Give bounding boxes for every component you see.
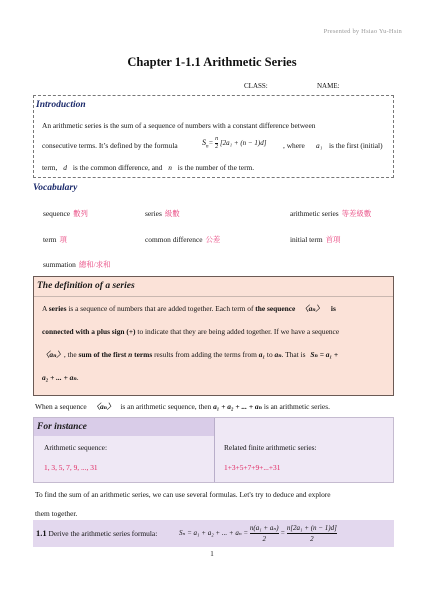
arithmetic-series-sentence: When a sequence 〈aₙ〉 is an arithmetic sequence, then a₁ + a₂ + ... + aₙ is an arithmetic series. bbox=[35, 402, 330, 411]
vocab-item-initial-term: initial term 首項 bbox=[290, 235, 341, 244]
derive-line: 1.1 Derive the arithmetic series formula: bbox=[36, 528, 158, 538]
page-title: Chapter 1-1.1 Arithmetic Series bbox=[127, 55, 297, 69]
derive-fraction-2: $\frac{\text{n[2a₁ + (n − 1)d]}}{2}$ bbox=[286, 524, 337, 543]
arithmetic-sequence-value: 1, 3, 5, 7, 9, ..., 31 bbox=[44, 463, 98, 472]
intro-line-3: term, d is the common difference, and n is the number of the term. bbox=[42, 163, 255, 172]
find-sum-line-2: them together. bbox=[35, 509, 78, 518]
definition-line-1: A series is a sequence of numbers that are added together. Each term of the sequence 〈aₙ〉 is bbox=[42, 304, 336, 313]
for-instance-header bbox=[34, 418, 214, 436]
intro-formula: $S_n=$ $\frac{n}{2}$ [2a₁ + (n − 1)d] bbox=[202, 136, 267, 150]
arithmetic-sequence-label: Arithmetic sequence: bbox=[44, 443, 108, 452]
derive-formula: Sₙ = a₁ + a₂ + ... + aₙ = $\frac{\text{n(a₁ + aₙ)}}{2}$ = $\frac{\text{n[2a₁ + (n − 1)d]}}{2}$ bbox=[179, 524, 337, 543]
vocab-item-arithmetic-series: arithmetic series 等差級數 bbox=[290, 209, 372, 218]
name-label: NAME: bbox=[317, 82, 340, 90]
related-series-label: Related finite arithmetic series: bbox=[224, 443, 317, 452]
presented-by-text: Presented by Hsiao Yu-Hsin bbox=[323, 28, 402, 35]
vocab-item-sequence: sequence 數列 bbox=[43, 209, 88, 218]
definition-line-3: 〈aₙ〉, the sum of the first n terms results from adding the terms from a₁ to aₙ. That is Sₙ = a₁ + bbox=[42, 350, 339, 359]
intro-line-1: An arithmetic series is the sum of a sequence of numbers with a constant difference between bbox=[42, 121, 316, 130]
vocabulary-heading: Vocabulary bbox=[33, 183, 78, 193]
vocab-item-summation: summation 總和/求和 bbox=[43, 260, 111, 269]
find-sum-line-1: To find the sum of an arithmetic series, we can use several formulas. Let's try to deduce and explore bbox=[35, 490, 331, 499]
intro-formula-fraction: $\frac{n}{2}$ bbox=[215, 136, 219, 150]
vocab-item-common-difference: common difference 公差 bbox=[145, 235, 221, 244]
definition-line-2: connected with a plus sign (+) to indicate that they are being added together. If we have a sequence bbox=[42, 327, 340, 336]
vocab-item-term: term 項 bbox=[43, 235, 67, 244]
class-name-line bbox=[244, 82, 340, 90]
derive-fraction-1: $\frac{\text{n(a₁ + aₙ)}}{2}$ bbox=[249, 524, 279, 543]
definition-line-4: a₂ + ... + aₙ. bbox=[42, 373, 79, 382]
definition-box bbox=[33, 276, 394, 396]
for-instance-heading: For instance bbox=[37, 422, 87, 432]
introduction-box bbox=[33, 95, 394, 178]
derive-formula-box bbox=[33, 520, 394, 547]
definition-heading: The definition of a series bbox=[37, 281, 135, 291]
class-label: CLASS: bbox=[244, 82, 268, 90]
intro-line-2: consecutive terms. It’s defined by the formula $S_n=$ $\frac{n}{2}$ [2a₁ + (n − 1)d] , where a₁ is the first (initial) bbox=[42, 136, 383, 150]
introduction-heading: Introduction bbox=[36, 100, 86, 110]
definition-header bbox=[34, 277, 393, 297]
related-series-value: 1+3+5+7+9+...+31 bbox=[224, 463, 281, 472]
page-number: 1 bbox=[210, 550, 214, 558]
for-instance-box bbox=[33, 417, 394, 483]
instance-divider bbox=[214, 418, 215, 482]
vocab-item-series: series 級數 bbox=[145, 209, 180, 218]
